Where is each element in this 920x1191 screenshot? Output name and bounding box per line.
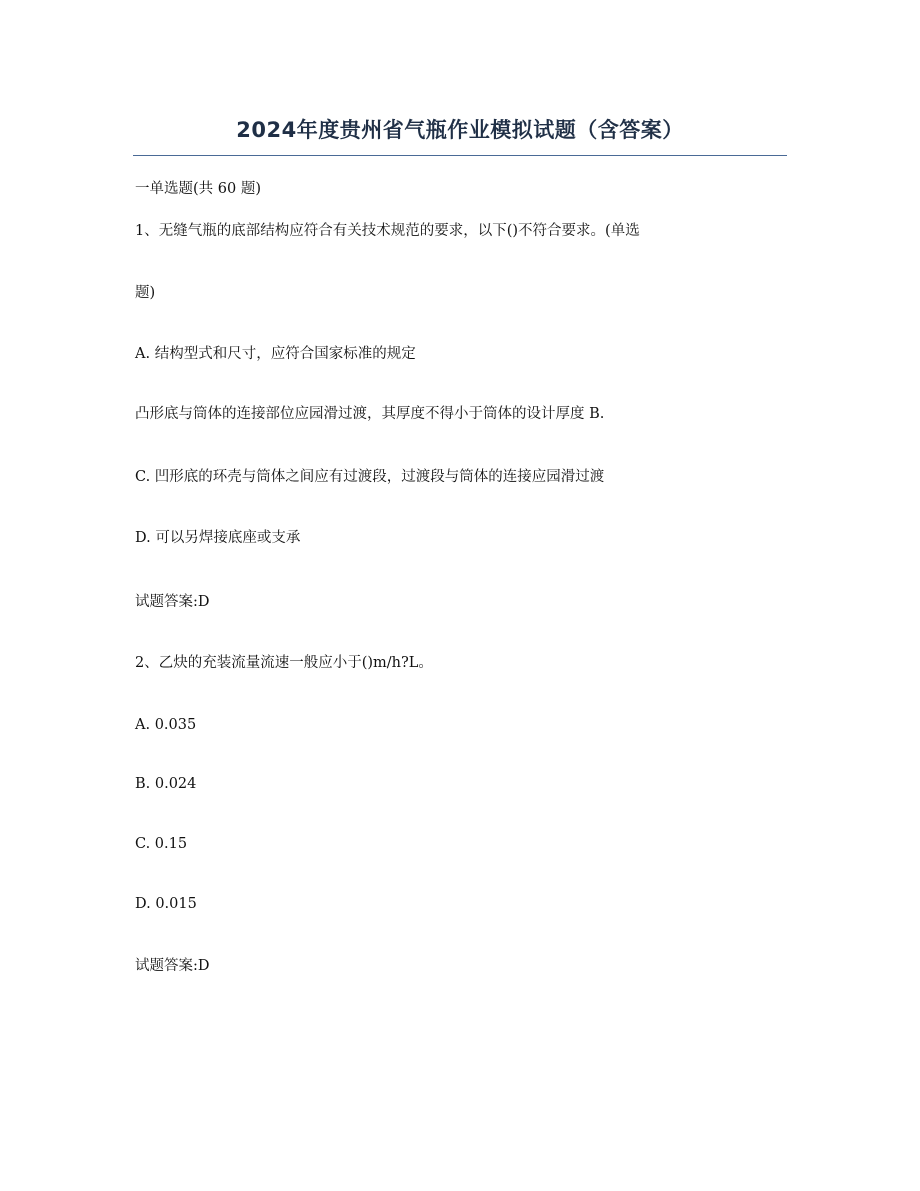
question-1-stem-continued: 题) — [135, 285, 156, 301]
question-2-option-d: D. 0.015 — [135, 896, 197, 912]
question-2-option-b: B. 0.024 — [135, 776, 197, 792]
question-1-answer: 试题答案:D — [135, 594, 210, 610]
question-1-stem: 1、无缝气瓶的底部结构应符合有关技术规范的要求，以下()不符合要求。(单选 — [135, 223, 640, 239]
question-1-option-c: C. 凹形底的环壳与筒体之间应有过渡段，过渡段与筒体的连接应园滑过渡 — [135, 469, 605, 485]
question-2-option-a: A. 0.035 — [135, 717, 197, 733]
section-heading: 一单选题(共 60 题) — [135, 181, 261, 197]
title-divider — [133, 155, 787, 156]
question-2-answer: 试题答案:D — [135, 958, 210, 974]
document-title: 2024年度贵州省气瓶作业模拟试题（含答案） — [236, 118, 684, 142]
question-2-option-c: C. 0.15 — [135, 836, 188, 852]
question-1-option-b: 凸形底与筒体的连接部位应园滑过渡，其厚度不得小于筒体的设计厚度 B. — [135, 406, 605, 422]
question-1-option-a: A. 结构型式和尺寸，应符合国家标准的规定 — [135, 346, 416, 362]
question-1-option-d: D. 可以另焊接底座或支承 — [135, 530, 301, 546]
question-2-stem: 2、乙炔的充装流量流速一般应小于()m/h?L。 — [135, 655, 433, 671]
